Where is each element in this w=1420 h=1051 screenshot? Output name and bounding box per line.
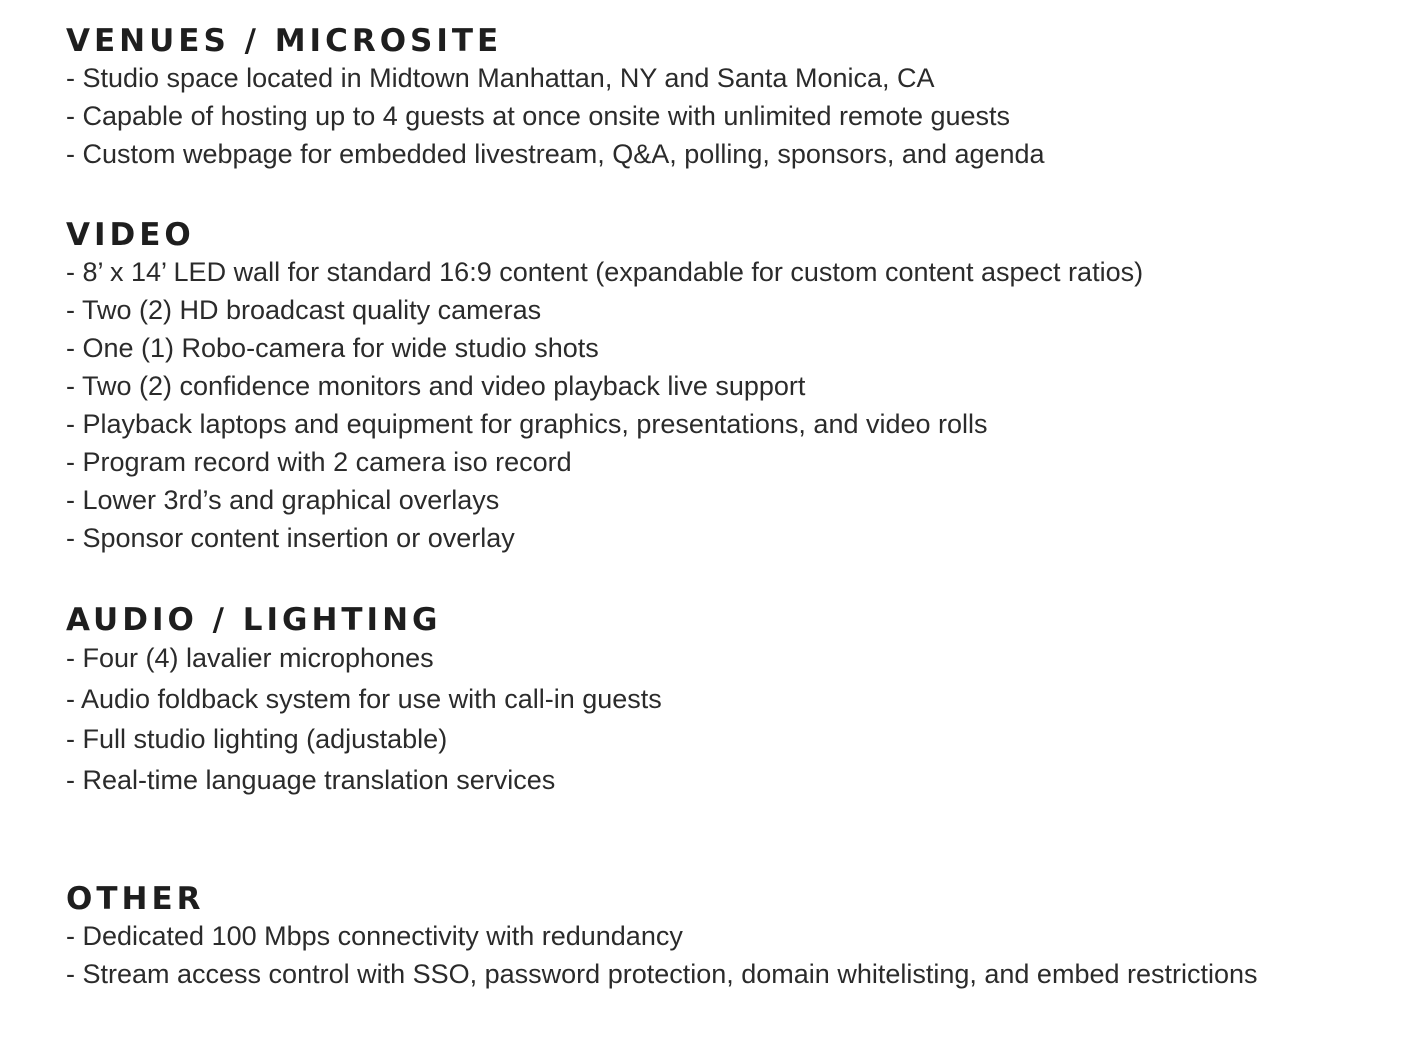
list-item: - Stream access control with SSO, password protection, domain whitelisting, and embed restrictions: [66, 959, 1258, 989]
list-item: - Four (4) lavalier microphones: [66, 643, 434, 673]
section-heading: OTHER: [66, 881, 205, 917]
section-heading: AUDIO / LIGHTING: [66, 602, 442, 638]
section-heading: VIDEO: [66, 217, 195, 253]
list-item: - Full studio lighting (adjustable): [66, 724, 448, 754]
section-other: [66, 881, 1406, 993]
list-item: - Dedicated 100 Mbps connectivity with redundancy: [66, 921, 683, 951]
section-heading: VENUES / MICROSITE: [66, 23, 503, 59]
list-item: - 8’ x 14’ LED wall for standard 16:9 content (expandable for custom content aspect ratios): [66, 257, 1144, 287]
list-item: - Program record with 2 camera iso record: [66, 447, 572, 477]
list-item: - Custom webpage for embedded livestream, Q&A, polling, sponsors, and agenda: [66, 139, 1045, 169]
list-item: - Studio space located in Midtown Manhattan, NY and Santa Monica, CA: [66, 63, 935, 93]
list-item: - Audio foldback system for use with call-in guests: [66, 683, 662, 714]
list-item: - One (1) Robo-camera for wide studio shots: [66, 333, 599, 363]
list-item: - Real-time language translation services: [66, 764, 556, 795]
section-audio-lighting: [66, 602, 1406, 800]
list-item: - Two (2) HD broadcast quality cameras: [66, 295, 542, 325]
list-item: - Two (2) confidence monitors and video playback live support: [66, 371, 806, 401]
section-video: [66, 217, 1406, 557]
list-item: - Sponsor content insertion or overlay: [66, 523, 515, 553]
list-item: - Lower 3rd’s and graphical overlays: [66, 485, 500, 515]
list-item: - Playback laptops and equipment for graphics, presentations, and video rolls: [66, 409, 988, 439]
list-item: - Capable of hosting up to 4 guests at once onsite with unlimited remote guests: [66, 101, 1011, 131]
section-venues-microsite: [66, 23, 1406, 173]
